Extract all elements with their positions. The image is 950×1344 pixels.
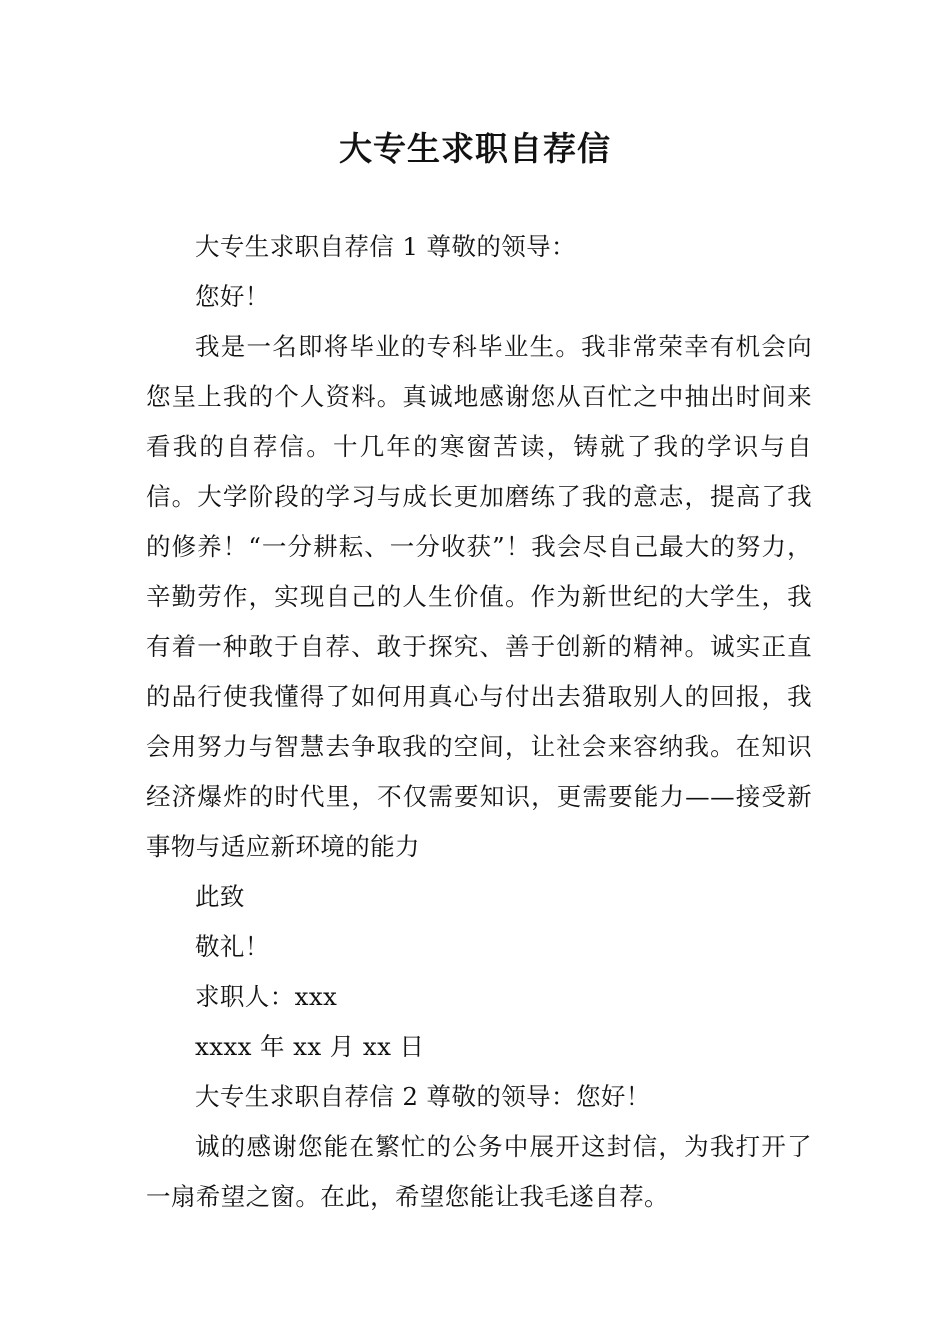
letter-2-main-paragraph: 诚的感谢您能在繁忙的公务中展开这封信，为我打开了一扇希望之窗。在此，希望您能让我毛遂自荐。 — [146, 1132, 812, 1211]
letter-body — [146, 222, 812, 1222]
letter-1-date: xxxx 年 xx 月 xx 日 — [195, 1032, 425, 1061]
letter-1-salutation: 敬礼！ — [195, 932, 270, 961]
letter-1-closing: 此致 — [195, 882, 245, 911]
letter-1-main-paragraph: 我是一名即将毕业的专科毕业生。我非常荣幸有机会向您呈上我的个人资料。真诚地感谢您从百忙之中抽出时间来看我的自荐信。十几年的寒窗苦读，铸就了我的学识与自信。大学阶段的学习与成长更加磨练了我的意志，提高了我的修养！“一分耕耘、一分收获”！我会尽自己最大的努力，辛勤劳作，实现自己的人生价值。作为新世纪的大学生，我有着一种敢于自荐、敢于探究、善于创新的精神。诚实正直的品行使我懂得了如何用真心与付出去猎取别人的回报，我会用努力与智慧去争取我的空间，让社会来容纳我。在知识经济爆炸的时代里，不仅需要知识，更需要能力——接受新事物与适应新环境的能力 — [146, 332, 812, 861]
letter-1-signature: 求职人：xxx — [195, 982, 338, 1011]
document-title: 大专生求职自荐信 — [339, 129, 611, 168]
letter-1-heading: 大专生求职自荐信 1 尊敬的领导： — [195, 232, 576, 261]
letter-2-heading: 大专生求职自荐信 2 尊敬的领导：您好！ — [195, 1082, 651, 1111]
letter-1-greeting: 您好！ — [195, 282, 270, 311]
